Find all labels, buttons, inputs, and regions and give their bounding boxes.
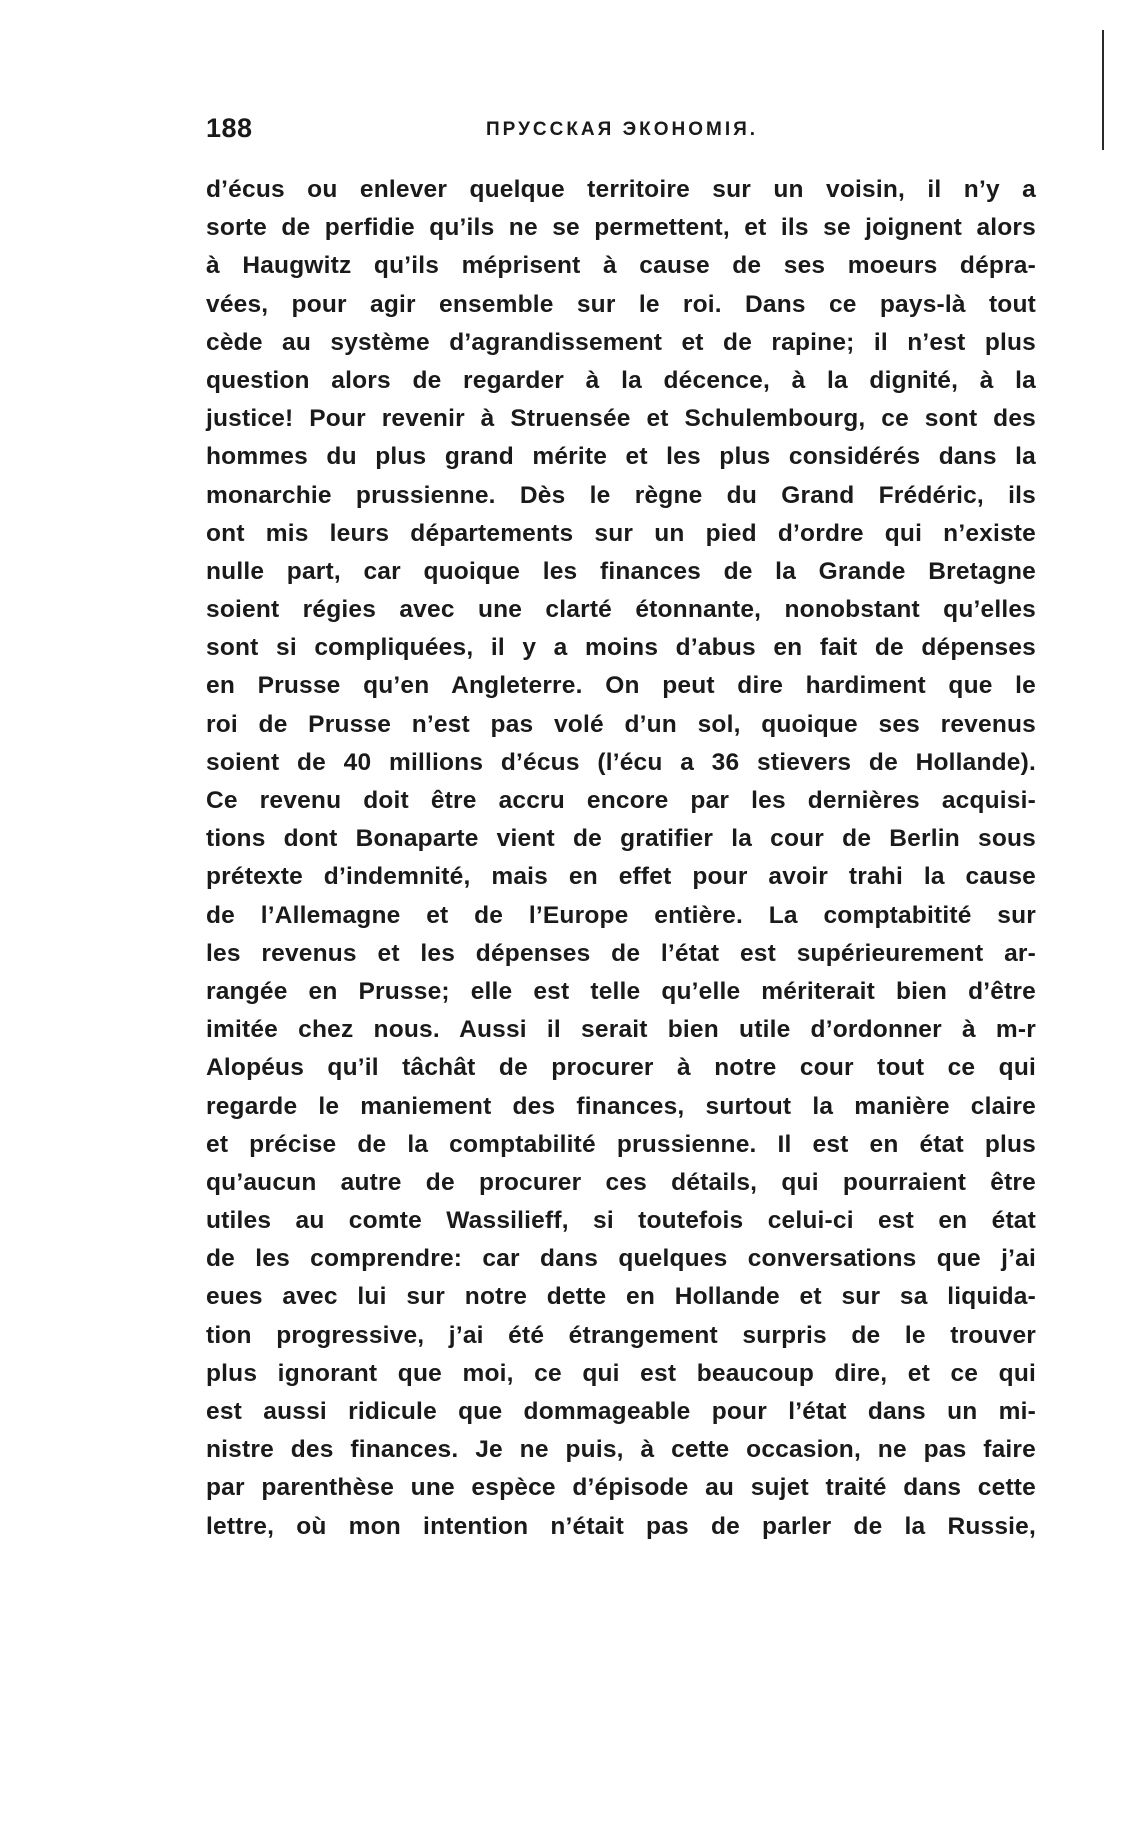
text-line: regarde le maniement des finances, surtout la manière claire xyxy=(206,1092,1036,1120)
body-text xyxy=(206,171,1036,1546)
text-line: les revenus et les dépenses de l’état est supérieurement ar- xyxy=(206,939,1036,967)
text-line: question alors de regarder à la décence, à la dignité, à la xyxy=(206,366,1036,394)
text-line: qu’aucun autre de procurer ces détails, qui pourraient être xyxy=(206,1168,1036,1196)
page-header xyxy=(206,113,1036,153)
text-line: lettre, où mon intention n’était pas de parler de la Russie, xyxy=(206,1512,1036,1540)
text-line: plus ignorant que moi, ce qui est beaucoup dire, et ce qui xyxy=(206,1359,1036,1387)
text-line: cède au système d’agrandissement et de rapine; il n’est plus xyxy=(206,328,1036,356)
text-line: nistre des finances. Je ne puis, à cette occasion, ne pas faire xyxy=(206,1436,1036,1464)
text-line: Alopéus qu’il tâchât de procurer à notre cour tout ce qui xyxy=(206,1054,1036,1082)
text-line: tions dont Bonaparte vient de gratifier la cour de Berlin sous xyxy=(206,825,1036,853)
text-line: justice! Pour revenir à Struensée et Schulembourg, ce sont des xyxy=(206,405,1036,433)
text-line: monarchie prussienne. Dès le règne du Grand Frédéric, ils xyxy=(206,481,1036,509)
text-line: soient régies avec une clarté étonnante, nonobstant qu’elles xyxy=(206,596,1036,624)
text-line: et précise de la comptabilité prussienne. Il est en état plus xyxy=(206,1130,1036,1158)
text-line: en Prusse qu’en Angleterre. On peut dire hardiment que le xyxy=(206,672,1036,700)
running-head: ПРУССКАЯ ЭКОНОМІЯ. xyxy=(486,119,759,140)
text-line: tion progressive, j’ai été étrangement surpris de le trouver xyxy=(206,1321,1036,1349)
text-line: de les comprendre: car dans quelques conversations que j’ai xyxy=(206,1245,1036,1273)
text-line: par parenthèse une espèce d’épisode au sujet traité dans cette xyxy=(206,1474,1036,1502)
text-line: sont si compliquées, il y a moins d’abus en fait de dépenses xyxy=(206,634,1036,662)
text-line: vées, pour agir ensemble sur le roi. Dans ce pays-là tout xyxy=(206,290,1036,318)
text-line: Ce revenu doit être accru encore par les dernières acquisi- xyxy=(206,787,1036,814)
text-line: utiles au comte Wassilieff, si toutefois celui-ci est en état xyxy=(206,1207,1036,1235)
text-line: rangée en Prusse; elle est telle qu’elle mériterait bien d’être xyxy=(206,977,1036,1005)
text-line: imitée chez nous. Aussi il serait bien utile d’ordonner à m-r xyxy=(206,1016,1036,1044)
text-line: à Haugwitz qu’ils méprisent à cause de ses moeurs dépra- xyxy=(206,252,1036,280)
text-line: d’écus ou enlever quelque territoire sur un voisin, il n’y a xyxy=(206,176,1036,203)
page-number: 188 xyxy=(206,113,253,143)
text-line: eues avec lui sur notre dette en Hollande et sur sa liquida- xyxy=(206,1283,1036,1311)
page-edge-line xyxy=(1102,30,1104,150)
text-line: est aussi ridicule que dommageable pour l’état dans un mi- xyxy=(206,1398,1036,1425)
text-line: soient de 40 millions d’écus (l’écu a 36 stievers de Hollande). xyxy=(206,748,1036,776)
text-line: sorte de perfidie qu’ils ne se permettent, et ils se joignent alors xyxy=(206,214,1036,242)
text-line: nulle part, car quoique les finances de la Grande Bretagne xyxy=(206,557,1036,585)
text-line: roi de Prusse n’est pas volé d’un sol, quoique ses revenus xyxy=(206,710,1036,738)
text-line: hommes du plus grand mérite et les plus considérés dans la xyxy=(206,443,1036,471)
text-line: prétexte d’indemnité, mais en effet pour avoir trahi la cause xyxy=(206,863,1036,891)
text-line: de l’Allemagne et de l’Europe entière. La comptabitité sur xyxy=(206,901,1036,929)
text-line: ont mis leurs départements sur un pied d’ordre qui n’existe xyxy=(206,519,1036,547)
